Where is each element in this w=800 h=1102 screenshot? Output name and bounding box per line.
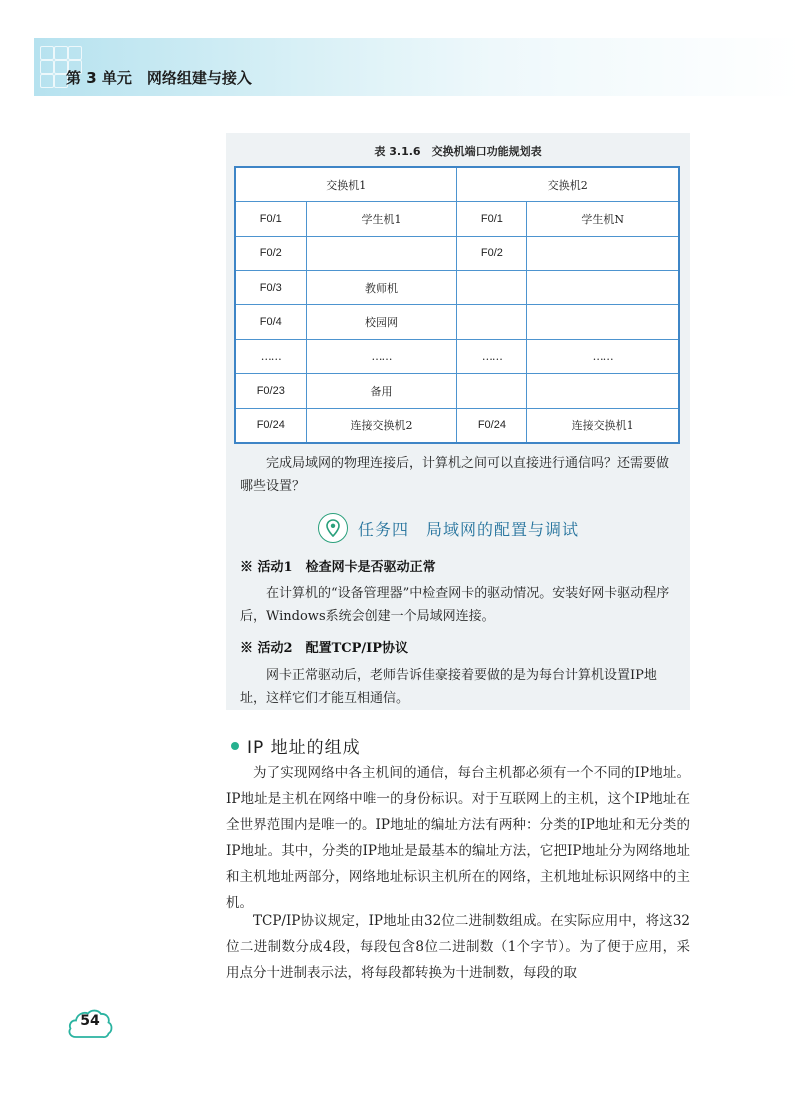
question-paragraph: 完成局域网的物理连接后，计算机之间可以直接进行通信吗？还需要做哪些设置？ xyxy=(240,456,670,494)
body-paragraph: 为了实现网络中各主机间的通信，每台主机都必须有一个不同的IP地址。IP地址是主机在网络中唯一的身份标识。对于互联网上的主机，这个IP地址在全世界范围内是唯一的。IP地址的编址方法有两种：分类的IP地址和无分类的IP地址。其中，分类的IP地址是最基本的编址方法，它把IP地址分为网络地址和主机地址两部分，网络地址标识主机所在的网络，主机地址标识网络中的主机。 xyxy=(226,765,690,911)
table-cell: F0/2 xyxy=(235,236,306,270)
table-group-header: 交换机2 xyxy=(457,167,679,202)
table-cell: 连接交换机2 xyxy=(306,408,457,443)
activity-text: 网卡正常驱动后，老师告诉佳豪接着要做的是为每台计算机设置IP地址，这样它们才能互相通信。 xyxy=(240,668,657,706)
table-cell: F0/4 xyxy=(235,305,306,339)
table-cell: F0/24 xyxy=(235,408,306,443)
bullet-dot-icon xyxy=(231,742,239,750)
table-row xyxy=(235,202,679,236)
table-cell: …… xyxy=(457,339,527,373)
table-cell: F0/1 xyxy=(235,202,306,236)
table-cell: 学生机N xyxy=(527,202,679,236)
table-cell xyxy=(527,271,679,305)
table-header-row xyxy=(235,167,679,202)
table-row xyxy=(235,271,679,305)
table-cell: 连接交换机1 xyxy=(527,408,679,443)
table-row xyxy=(235,305,679,339)
table-cell: …… xyxy=(306,339,457,373)
task-title: 任务四 局域网的配置与调试 xyxy=(358,519,580,539)
activity-text: 在计算机的“设备管理器”中检查网卡的驱动情况。安装好网卡驱动程序后，Windows系统会创建一个局域网连接。 xyxy=(240,586,670,624)
activity-title: ※ 活动2 配置TCP/IP协议 xyxy=(240,641,408,656)
port-plan-table xyxy=(234,166,680,444)
table-cell: …… xyxy=(527,339,679,373)
page-number: 54 xyxy=(80,1013,100,1029)
table-cell: F0/2 xyxy=(457,236,527,270)
table-cell: 学生机1 xyxy=(306,202,457,236)
unit-title: 第 3 单元 网络组建与接入 xyxy=(66,69,252,87)
table-cell: F0/3 xyxy=(235,271,306,305)
table-cell: F0/24 xyxy=(457,408,527,443)
table-cell: F0/1 xyxy=(457,202,527,236)
table-cell: 备用 xyxy=(306,374,457,408)
table-cell xyxy=(527,305,679,339)
location-pin-icon xyxy=(318,513,348,543)
table-row xyxy=(235,374,679,408)
body-paragraph: TCP/IP协议规定，IP地址由32位二进制数组成。在实际应用中，将这32位二进制数分成4段，每段包含8位二进制数（1个字节）。为了便于应用，采用点分十进制表示法，将每段都转换为十进制数，每段的取 xyxy=(226,913,690,981)
table-row xyxy=(235,339,679,373)
table-cell xyxy=(457,374,527,408)
table-cell: 教师机 xyxy=(306,271,457,305)
table-cell: 校园网 xyxy=(306,305,457,339)
table-cell xyxy=(527,374,679,408)
table-cell xyxy=(457,271,527,305)
table-caption: 表 3.1.6 交换机端口功能规划表 xyxy=(374,145,542,158)
table-row xyxy=(235,236,679,270)
table-cell xyxy=(306,236,457,270)
task-heading xyxy=(318,514,579,542)
table-cell: …… xyxy=(235,339,306,373)
section-heading xyxy=(231,733,361,758)
table-row xyxy=(235,408,679,443)
section-title: IP 地址的组成 xyxy=(247,738,361,758)
table-group-header: 交换机1 xyxy=(235,167,457,202)
activity-title: ※ 活动1 检查网卡是否驱动正常 xyxy=(240,560,436,575)
table-cell xyxy=(527,236,679,270)
table-cell xyxy=(457,305,527,339)
table-cell: F0/23 xyxy=(235,374,306,408)
